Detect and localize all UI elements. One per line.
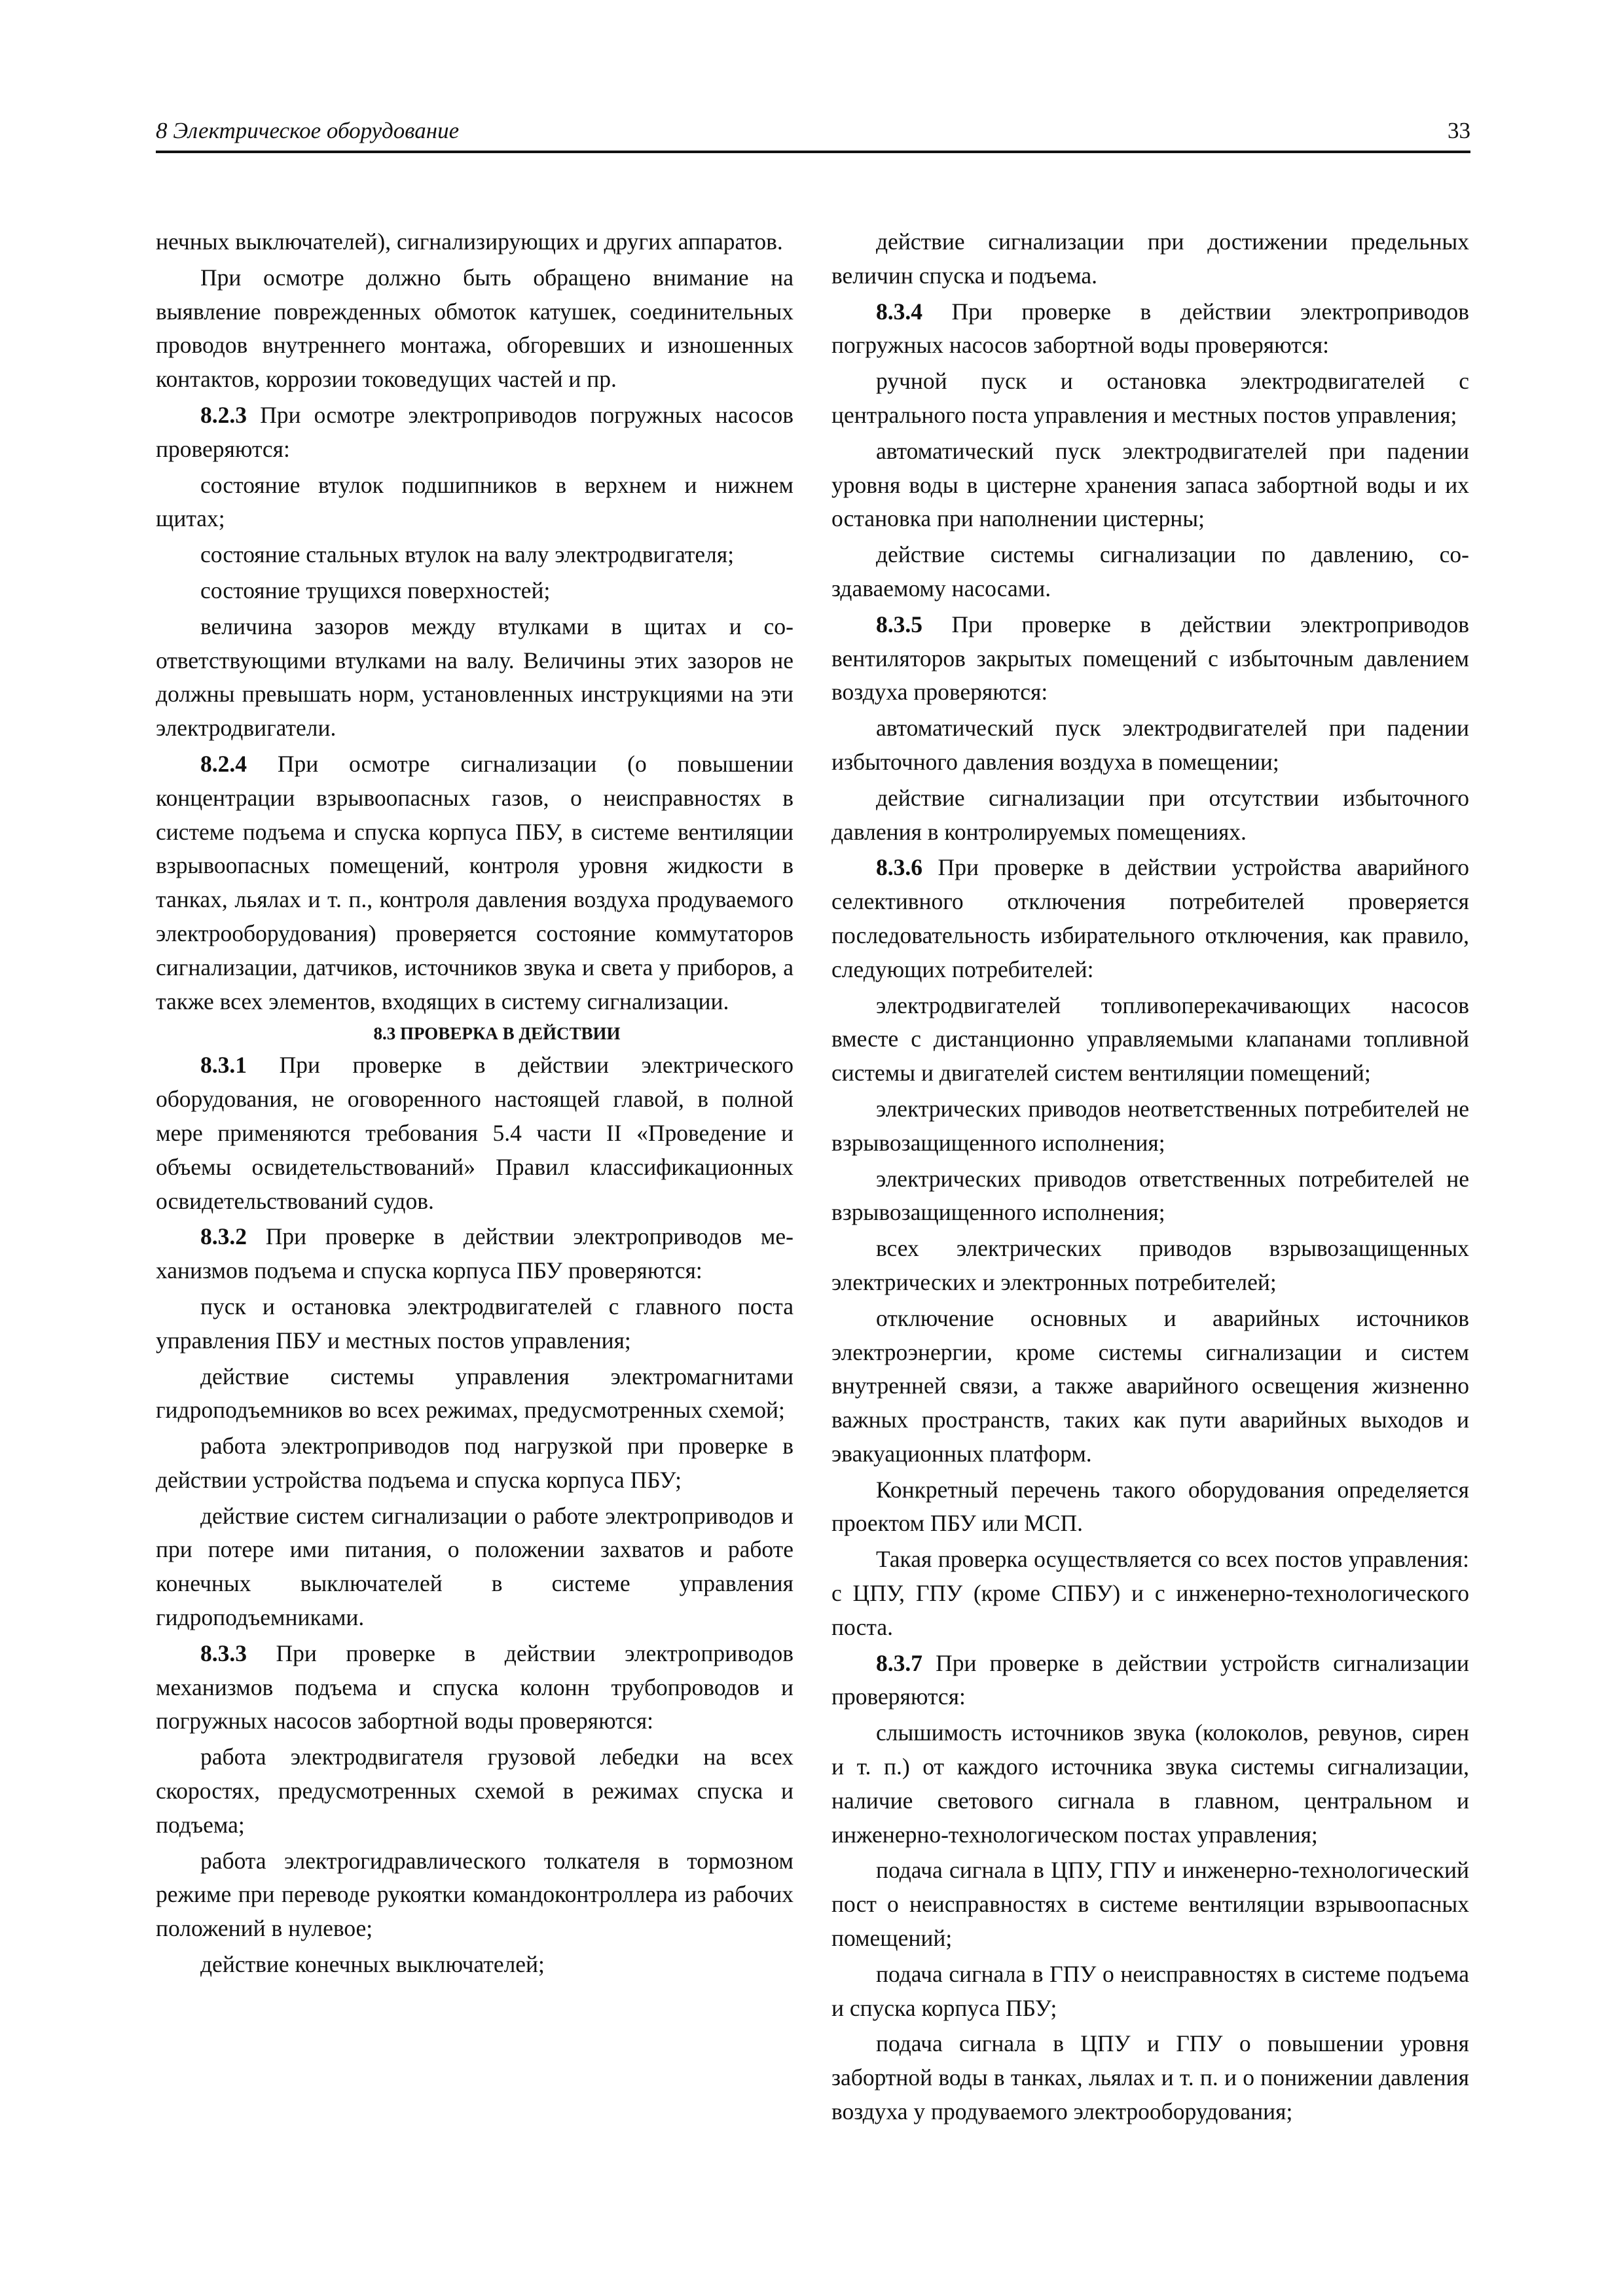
- clause-text: При проверке в действии электрического оборудования, не оговоренного настоящей главой, в полной мере применяются требования 5.4 части II «Проведение и объемы освидетельствований» Правил классификационных освидетельствований судов.: [156, 1052, 793, 1214]
- paragraph: работа электроприводов под нагрузкой при проверке в действии устройства подъема и спуска корпуса ПБУ;: [156, 1433, 793, 1493]
- paragraph: действие системы управления электромагнитами гидроподъемников во всех режимах, предусмотренных схемой;: [156, 1363, 793, 1424]
- paragraph: [156, 1049, 793, 1218]
- paragraph: действие сигнализации при достижении предельных величин спуска и подъема.: [831, 228, 1469, 289]
- paragraph: [156, 1637, 793, 1738]
- paragraph: всех электрических приводов взрывозащищенных электрических и электронных потребителей;: [831, 1235, 1469, 1295]
- paragraph: Такая проверка осуществляется со всех постов управления: с ЦПУ, ГПУ (кроме СПБУ) и с инженерно-технологического поста.: [831, 1546, 1469, 1640]
- paragraph: слышимость источников звука (колоколов, ревунов, сирен и т. п.) от каждого источника звука системы сигнализации, наличие светового сигнала в главном, центральном и инженерно-технологическом постах управления;: [831, 1719, 1469, 1848]
- clause-text: При проверке в действии электроприводов вентиляторов закрытых помещений с избыточным давлением воздуха проверяются:: [831, 611, 1469, 706]
- clause-number: 8.2.4: [200, 750, 247, 777]
- paragraph: ручной пуск и остановка электродвигателей с центрального поста управления и местных постов управления;: [831, 368, 1469, 428]
- clause-number: 8.3.7: [876, 1649, 922, 1676]
- paragraph: работа электродвигателя грузовой лебедки на всех скоростях, предусмотренных схемой в режимах спуска и подъема;: [156, 1744, 793, 1838]
- paragraph: состояние стальных втулок на валу электродвигателя;: [200, 541, 735, 568]
- paragraph: электродвигателей топливоперекачивающих насосов вместе с дистанционно управляемыми клапанами топливной системы и двигателей систем вентиляции помещений;: [831, 992, 1469, 1086]
- paragraph: [831, 851, 1469, 986]
- paragraph: величина зазоров между втулками в щитах и соответствующими втулками на валу. Величины этих зазоров не должны превышать норм, установленных инструкциями на эти электродвигатели.: [156, 613, 793, 742]
- paragraph: [831, 608, 1469, 709]
- paragraph: подача сигнала в ГПУ о неисправностях в системе подъема и спуска корпуса ПБУ;: [831, 1960, 1469, 2021]
- page-number: 33: [1448, 118, 1470, 143]
- paragraph: электрических приводов неответственных потребителей не взрывозащищенного исполнения;: [831, 1095, 1469, 1156]
- right-column: [831, 225, 1469, 2131]
- clause-number: 8.3.1: [200, 1052, 247, 1079]
- header-title: 8 Электрическое оборудование: [156, 118, 460, 143]
- clause-text: При проверке в действии устройства аварийного селективного отключения потребителей проверяется последовательность избирательного отключения, как правило, следующих потребителей:: [831, 854, 1469, 982]
- paragraph: работа электрогидравлического толкателя в тормозном режиме при переводе рукоятки командоконтроллера из рабочих положений в нулевое;: [156, 1847, 793, 1942]
- clause-number: 8.3.6: [876, 854, 922, 881]
- paragraph: [831, 1647, 1469, 1715]
- paragraph: действие конечных выключателей;: [200, 1951, 545, 1978]
- paragraph: действие систем сигнализации о работе электроприводов и при потере ими питания, о положении захватов и работе конечных выключателей в системе управления гидроподъемниками.: [156, 1502, 793, 1631]
- section-heading: 8.3 ПРОВЕРКА В ДЕЙСТВИИ: [373, 1024, 621, 1044]
- paragraph: подача сигнала в ЦПУ, ГПУ и инженерно-технологический пост о неисправностях в системе вентиляции взрывоопасных помещений;: [831, 1857, 1469, 1952]
- paragraph: автоматический пуск электродвигателей при падении избыточного давления воздуха в помещении;: [831, 715, 1469, 775]
- clause-number: 8.3.5: [876, 611, 922, 637]
- clause-number: 8.3.2: [200, 1223, 247, 1250]
- paragraph: [831, 295, 1469, 363]
- paragraph: электрических приводов ответственных потребителей не взрывозащищенного исполнения;: [831, 1165, 1469, 1226]
- paragraph: подача сигнала в ЦПУ и ГПУ о повышении уровня забортной воды в танках, льялах и т. п. и о понижении давления воздуха у продуваемого электрооборудования;: [831, 2030, 1469, 2125]
- clause-text: При проверке в действии электроприводов погружных насосов забортной воды проверяются:: [831, 298, 1469, 359]
- paragraph: состояние втулок подшипников в верхнем и нижнем щитах;: [156, 471, 793, 532]
- clause-text: При осмотре сигнализации (о повышении концентрации взрывоопасных газов, о неисправностях в системе подъема и спуска корпуса ПБУ, в системе вентиляции взрывоопасных помещений, контроля уровня жидкости в танках, льялах и т. п., контроля давления воздуха продуваемого электрооборудования) проверяется состояние коммутаторов сигнализации, датчиков, источников звука и света у приборов, а также всех элементов, входящих в систему сигнализации.: [156, 750, 793, 1014]
- left-column: [156, 225, 793, 1984]
- paragraph: действие сигнализации при отсутствии избыточного давления в контролируемых помещениях.: [831, 784, 1469, 845]
- clause-text: При проверке в действии электроприводов механизмов подъема и спуска корпуса ПБУ проверяются:: [156, 1223, 793, 1284]
- paragraph: При осмотре должно быть обращено внимание на выявление поврежденных обмоток катушек, соединительных проводов внутреннего монтажа, обгоревших и изношенных контактов, коррозии токоведущих частей и пр.: [156, 264, 793, 393]
- clause-text: При проверке в действии электроприводов механизмов подъема и спуска колонн трубопроводов и погружных насосов забортной воды проверяются:: [156, 1640, 793, 1734]
- running-header: [156, 117, 1470, 153]
- paragraph: [156, 1220, 793, 1288]
- paragraph: Конкретный перечень такого оборудования определяется проектом ПБУ или МСП.: [831, 1476, 1469, 1537]
- paragraph: нечных выключателей), сигнализирующих и других аппаратов.: [156, 228, 783, 255]
- clause-text: При проверке в действии устройств сигнализации проверяются:: [831, 1649, 1469, 1710]
- paragraph: действие системы сигнализации по давлению, создаваемому насосами.: [831, 541, 1469, 601]
- paragraph: пуск и остановка электродвигателей с главного поста управления ПБУ и местных постов управления;: [156, 1293, 793, 1354]
- clause-number: 8.3.4: [876, 298, 922, 325]
- paragraph: [156, 399, 793, 467]
- clause-number: 8.3.3: [200, 1640, 247, 1666]
- paragraph: состояние трущихся поверхностей;: [200, 577, 551, 603]
- paragraph: [156, 747, 793, 1018]
- clause-text: При осмотре электроприводов погружных насосов проверяются:: [156, 401, 793, 462]
- paragraph: автоматический пуск электродвигателей при падении уровня воды в цистерне хранения запаса забортной воды и их остановка при наполнении цистерны;: [831, 437, 1469, 532]
- clause-number: 8.2.3: [200, 401, 247, 428]
- paragraph: отключение основных и аварийных источников электроэнергии, кроме системы сигнализации и систем внутренней связи, а также аварийного освещения жизненно важных пространств, таких как пути аварийных выходов и эвакуационных платформ.: [831, 1304, 1469, 1467]
